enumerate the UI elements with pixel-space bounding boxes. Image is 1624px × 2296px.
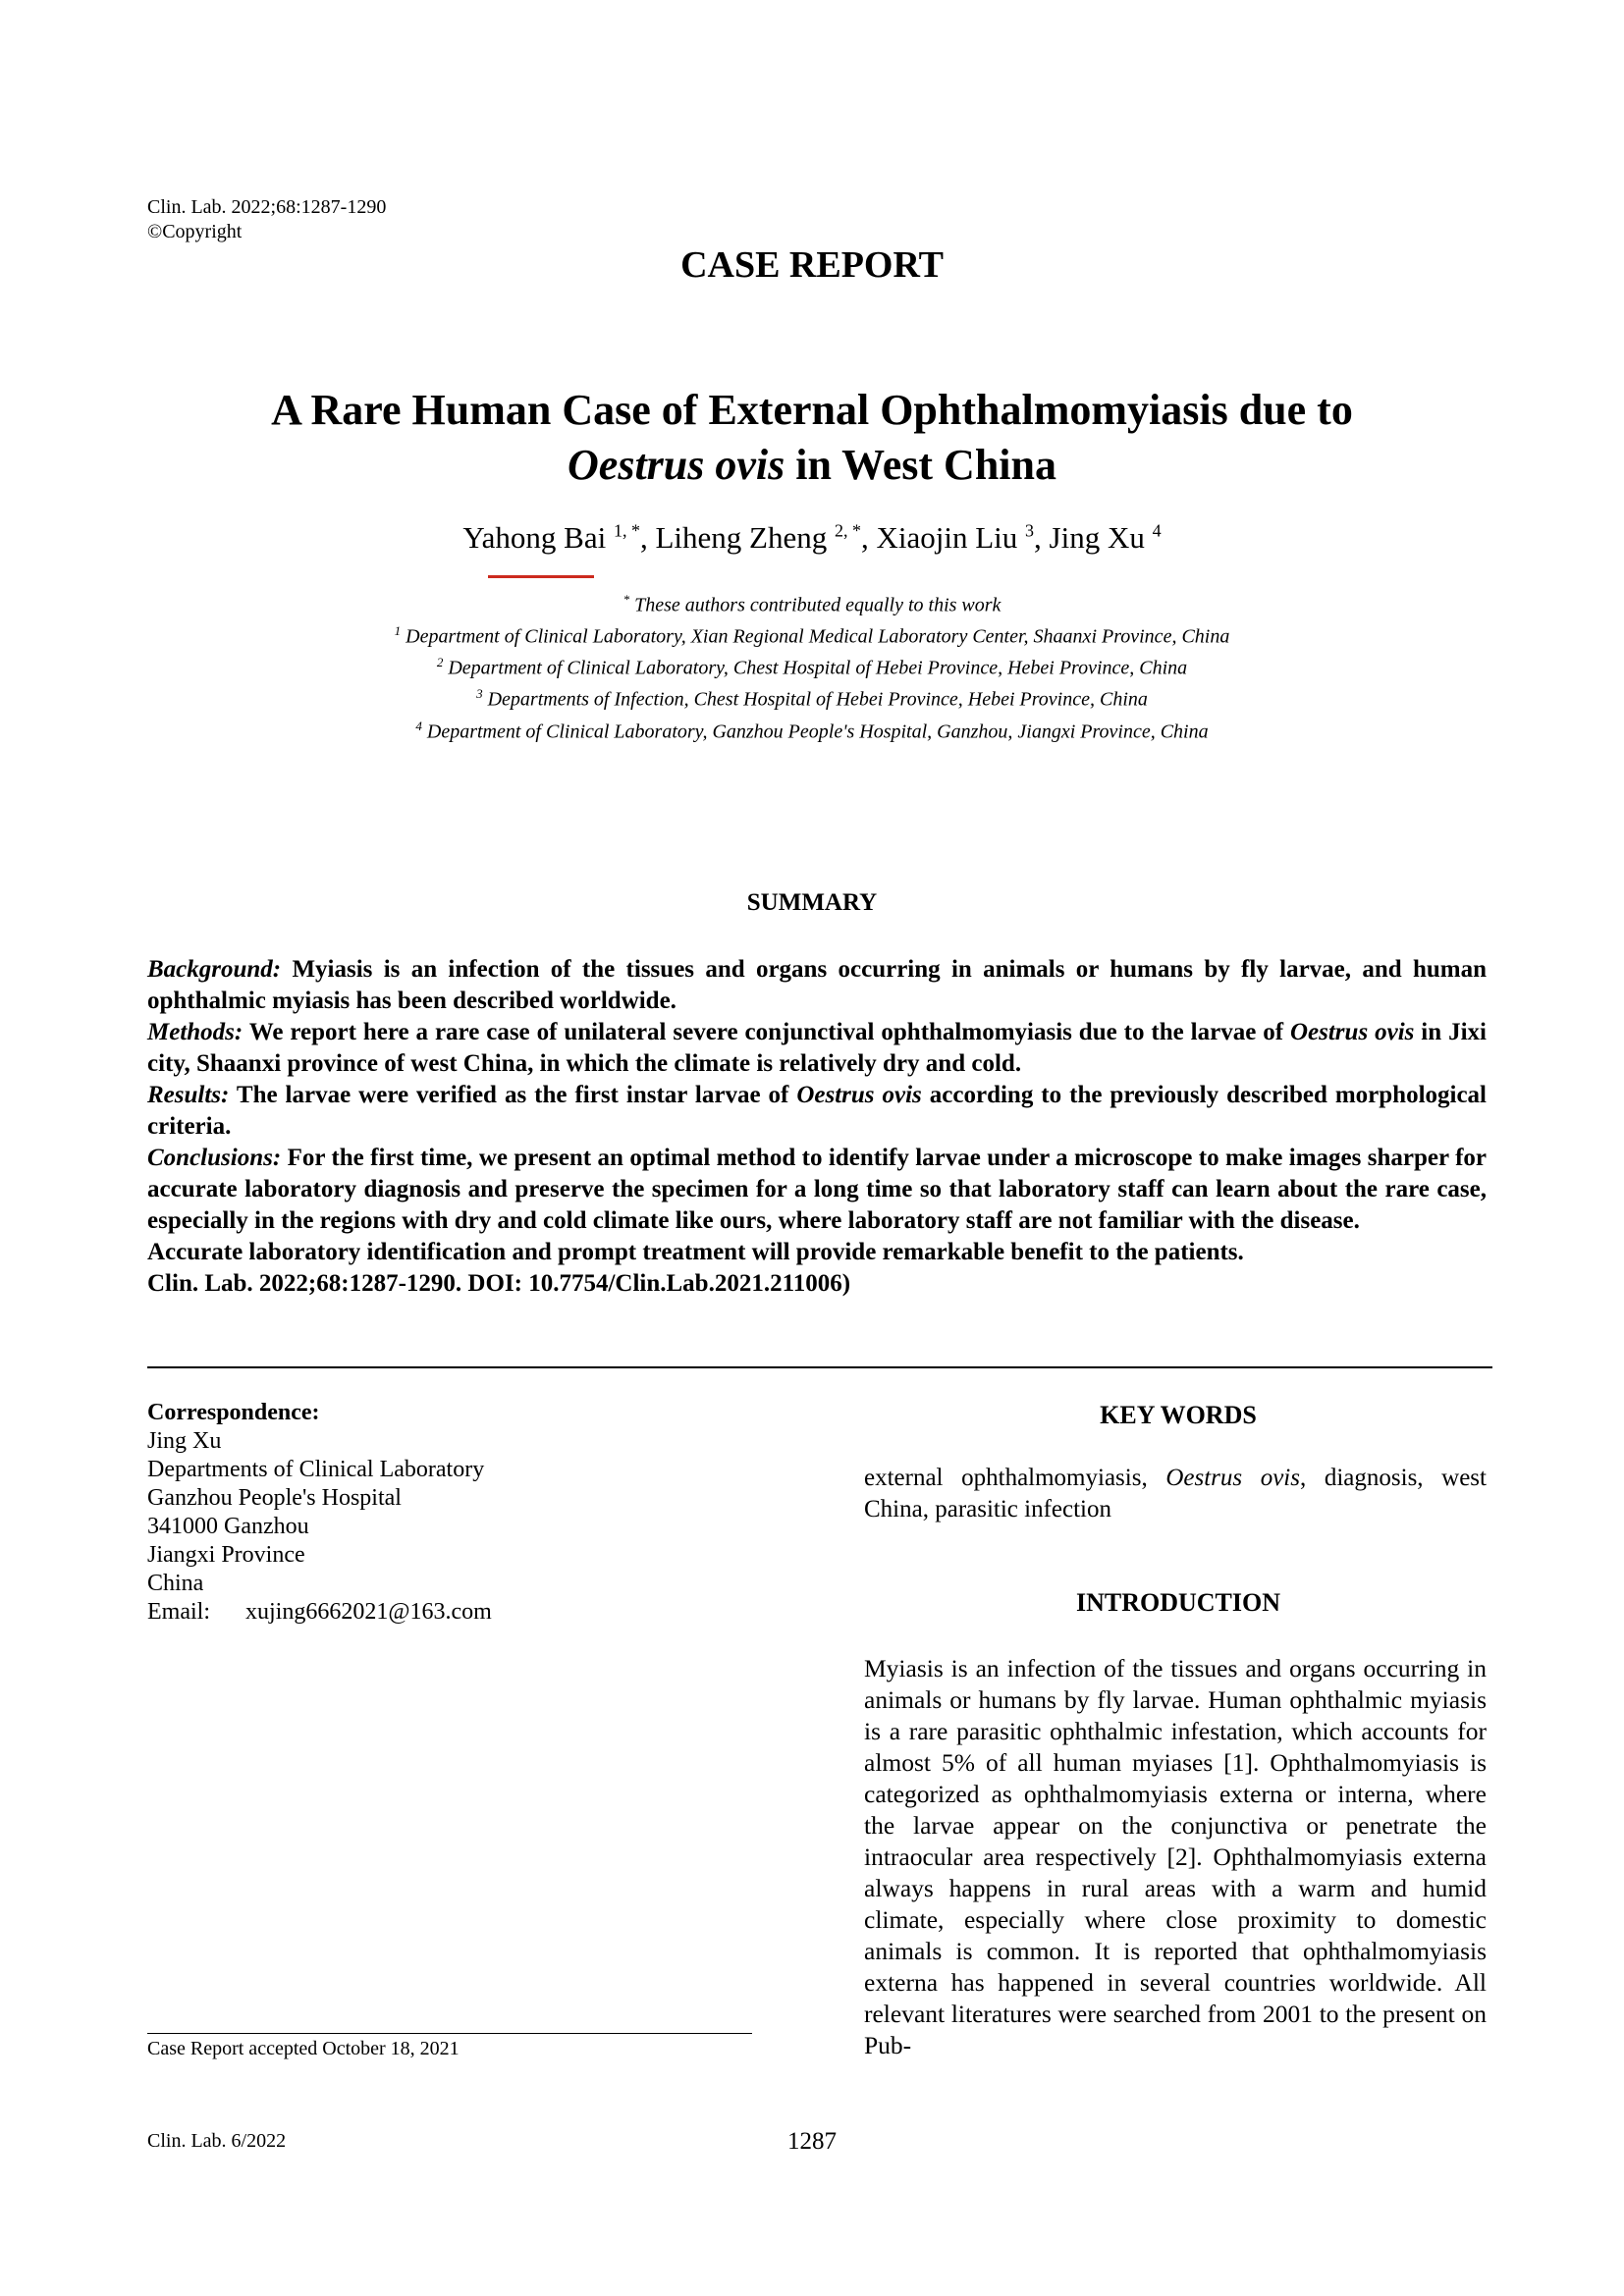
introduction-text: Myiasis is an infection of the tissues and organs occurring in animals or humans by fly larvae. Human ophthalmic myiasis is a rare parasitic ophthalmic infestation, which accounts for almost 5% of all human myiases [1]. Ophthalmomyiasis is categorized as ophthalmomyiasis externa or interna, where the larvae appear on the conjunctiva or penetrate the intraocular area respectively [2]. Ophthalmomyiasis externa always happens in rural areas with a warm and humid climate, especially where close proximity to domestic animals is common. It is reported that ophthalmomyiasis externa has happened in several countries worldwide. All relevant literatures were searched from 2001 to the present on Pub- [864,1654,1487,2059]
affiliation-line [0,714,1624,745]
author-affiliation-marker: 1, * [613,520,640,541]
conclusions-label: Conclusions: [147,1145,282,1171]
keywords-species: Oestrus ovis [1165,1465,1300,1491]
author-link-underline [488,575,594,578]
article-title [0,383,1624,493]
correspondence-line: Jiangxi Province [147,1542,305,1568]
title-line-2 [0,438,1624,493]
author-name[interactable]: Yahong Bai [462,520,607,555]
keywords-heading: KEY WORDS [1100,1401,1257,1429]
title-line-1: A Rare Human Case of External Ophthalmomyiasis due to [271,386,1353,434]
summary-heading: SUMMARY [746,889,878,916]
article-type-heading: CASE REPORT [680,244,944,286]
email-address[interactable]: xujing6662021@163.com [245,1599,492,1625]
author-affiliation-marker: 3 [1025,520,1035,541]
conclusions-text: For the first time, we present an optimal method to identify larvae under a microscope to make images sharper for accurate laboratory diagnosis and preserve the specimen for a long time so that laboratory staff can learn about the rare case, especially in the regions with dry and cold climate like ours, where laboratory staff are not familiar with the disease. [147,1145,1487,1234]
summary-citation: Clin. Lab. 2022;68:1287-1290. DOI: 10.7754/Clin.Lab.2021.211006) [147,1270,851,1297]
background-text: Myiasis is an infection of the tissues and organs occurring in animals or humans by fly larvae, and human ophthalmic myiasis has been described worldwide. [147,956,1487,1014]
affiliation-marker: 4 [415,718,422,733]
summary-results [147,1080,1487,1143]
author-separator: , [1034,520,1050,555]
methods-label: Methods: [147,1019,244,1045]
methods-species: Oestrus ovis [1289,1019,1415,1045]
correspondence-line: Jing Xu [147,1428,222,1454]
author-name: Liheng Zheng [655,520,828,555]
affiliation-line [0,618,1624,650]
author-list [0,520,1624,556]
keywords-part: external ophthalmomyiasis, [864,1465,1166,1491]
correspondence-line: 341000 Ganzhou [147,1514,309,1539]
summary-background [147,954,1487,1017]
methods-text: We report here a rare case of unilateral severe conjunctival ophthalmomyiasis due to the larvae of [243,1019,1290,1045]
affiliation-marker: * [623,592,630,607]
author-name: Jing Xu [1049,520,1145,555]
summary-methods [147,1017,1487,1080]
correspondence-line: Ganzhou People's Hospital [147,1485,402,1511]
affiliation-line [0,650,1624,681]
correspondence-block [147,1399,492,1627]
summary-conclusions [147,1143,1487,1237]
affiliation-line [0,681,1624,713]
affiliation-text: Department of Clinical Laboratory, Xian Regional Medical Laboratory Center, Shaanxi Province, China [401,625,1230,648]
author-separator: , [639,520,656,555]
copyright-notice: ©Copyright [147,221,243,242]
author-separator: , [860,520,877,555]
methods-text-continued: in Jixi city, Shaanxi province of west China, in which the climate is relatively dry and cold. [147,1019,1487,1077]
correspondence-line: China [147,1571,204,1596]
affiliation-marker: 1 [394,623,402,639]
affiliation-text: Department of Clinical Laboratory, Chest Hospital of Hebei Province, Hebei Province, China [443,657,1188,679]
summary-closing: Accurate laboratory identification and prompt treatment will provide remarkable benefit to the patients. [147,1239,1244,1265]
page-number: 1287 [787,2128,837,2155]
affiliation-marker: 2 [436,655,444,670]
footnote-rule [147,2033,752,2034]
affiliations [0,587,1624,745]
acceptance-footnote: Case Report accepted October 18, 2021 [147,2038,460,2059]
affiliation-text: Department of Clinical Laboratory, Ganzhou People's Hospital, Ganzhou, Jiangxi Province, China [421,721,1209,743]
author-affiliation-marker: 4 [1152,520,1162,541]
title-line-2-rest: in West China [785,441,1056,489]
introduction-heading: INTRODUCTION [1075,1588,1281,1617]
journal-reference: Clin. Lab. 2022;68:1287-1290 [147,196,387,218]
footer-journal-issue: Clin. Lab. 6/2022 [147,2130,287,2152]
results-text: The larvae were verified as the first instar larvae of [229,1082,797,1108]
results-text-continued: according to the previously described morphological criteria. [147,1082,1487,1140]
background-label: Background: [147,956,282,983]
email-label: Email: [147,1599,210,1625]
affiliation-text: These authors contributed equally to this work [629,594,1001,616]
author-affiliation-marker: 2, * [834,520,861,541]
correspondence-label: Correspondence: [147,1400,320,1425]
author-name: Xiaojin Liu [876,520,1018,555]
summary-abstract [147,954,1487,1300]
affiliation-marker: 3 [476,686,483,702]
results-label: Results: [147,1082,230,1108]
keywords-text [864,1463,1487,1525]
title-species: Oestrus ovis [568,441,785,489]
affiliation-line [0,587,1624,618]
section-divider [147,1366,1492,1368]
correspondence-line: Departments of Clinical Laboratory [147,1457,485,1482]
correspondence-email-row [147,1598,492,1627]
journal-header [147,195,386,244]
results-species: Oestrus ovis [796,1082,922,1108]
affiliation-text: Departments of Infection, Chest Hospital of Hebei Province, Hebei Province, China [482,689,1148,712]
keywords-part-continued: , diagnosis, west China, parasitic infection [864,1465,1487,1522]
